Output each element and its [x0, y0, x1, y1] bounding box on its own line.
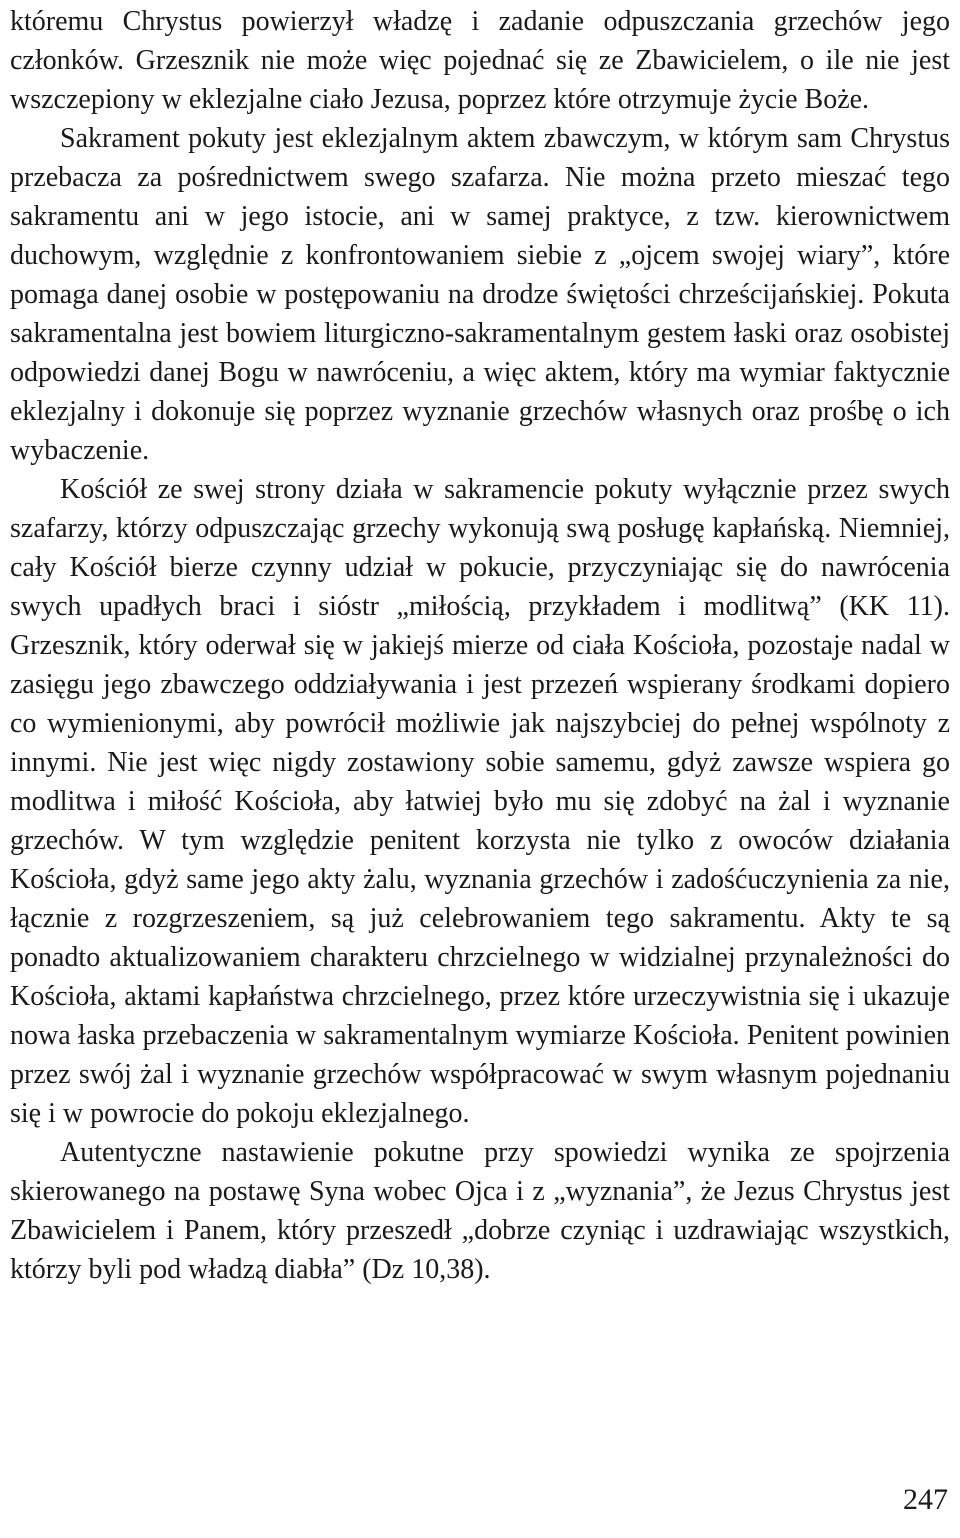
- paragraph-1: któremu Chrystus powierzył władzę i zadanie odpuszczania grzechów jego członków. Grzesznik nie może więc pojednać się ze Zbawicielem, o ile nie jest wszczepiony w eklezjalne ciało Jezusa, poprzez które otrzymuje życie Boże.: [10, 6, 950, 115]
- paragraph-4: Autentyczne nastawienie pokutne przy spowiedzi wynika ze spojrzenia skierowanego na postawę Syna wobec Ojca i z „wyznania”, że Jezus Chrystus jest Zbawicielem i Panem, który przeszedł „dobrze czyniąc i uzdrawiając wszystkich, którzy byli pod władzą diabła” (Dz 10,38).: [10, 1137, 950, 1285]
- body-text: [10, 2, 950, 1289]
- paragraph-3: Kościół ze swej strony działa w sakramencie pokuty wyłącznie przez swych szafarzy, którzy odpuszczając grzechy wykonują swą posługę kapłańską. Niemniej, cały Kościół bierze czynny udział w pokucie, przyczyniając się do nawrócenia swych upadłych braci i sióstr „miłością, przykładem i modlitwą” (KK 11). Grzesznik, który oderwał się w jakiejś mierze od ciała Kościoła, pozostaje nadal w zasięgu jego zbawczego oddziaływania i jest przezeń wspierany środkami dopiero co wymienionymi, aby powrócił możliwie jak najszybciej do pełnej wspólnoty z innymi. Nie jest więc nigdy zostawiony sobie samemu, gdyż zawsze wspiera go modlitwa i miłość Kościoła, aby łatwiej było mu się zdobyć na żal i wyznanie grzechów. W tym względzie penitent korzysta nie tylko z owoców działania Kościoła, gdyż same jego akty żalu, wyznania grzechów i zadośćuczynienia za nie, łącznie z rozgrzeszeniem, są już celebrowaniem tego sakramentu. Akty te są ponadto aktualizowaniem charakteru chrzcielnego w widzialnej przynależności do Kościoła, aktami kapłaństwa chrzcielnego, przez które urzeczywistnia się i ukazuje nowa łaska przebaczenia w sakramentalnym wymiarze Kościoła. Penitent powinien przez swój żal i wyznanie grzechów współpracować w swym własnym pojednaniu się i w powrocie do pokoju eklezjalnego.: [10, 474, 950, 1129]
- paragraph-2: Sakrament pokuty jest eklezjalnym aktem zbawczym, w którym sam Chrystus przebacza za pośrednictwem swego szafarza. Nie można przeto mieszać tego sakramentu ani w jego istocie, ani w samej praktyce, z tzw. kierownictwem duchowym, względnie z konfrontowaniem siebie z „ojcem swojej wiary”, które pomaga danej osobie w postępowaniu na drodze świętości chrześcijańskiej. Pokuta sakramentalna jest bowiem liturgiczno-sakramentalnym gestem łaski oraz osobistej odpowiedzi danej Bogu w nawróceniu, a więc aktem, który ma wymiar faktycznie eklezjalny i dokonuje się poprzez wyznanie grzechów własnych oraz prośbę o ich wybaczenie.: [10, 123, 950, 466]
- page-number: 247: [903, 1483, 948, 1516]
